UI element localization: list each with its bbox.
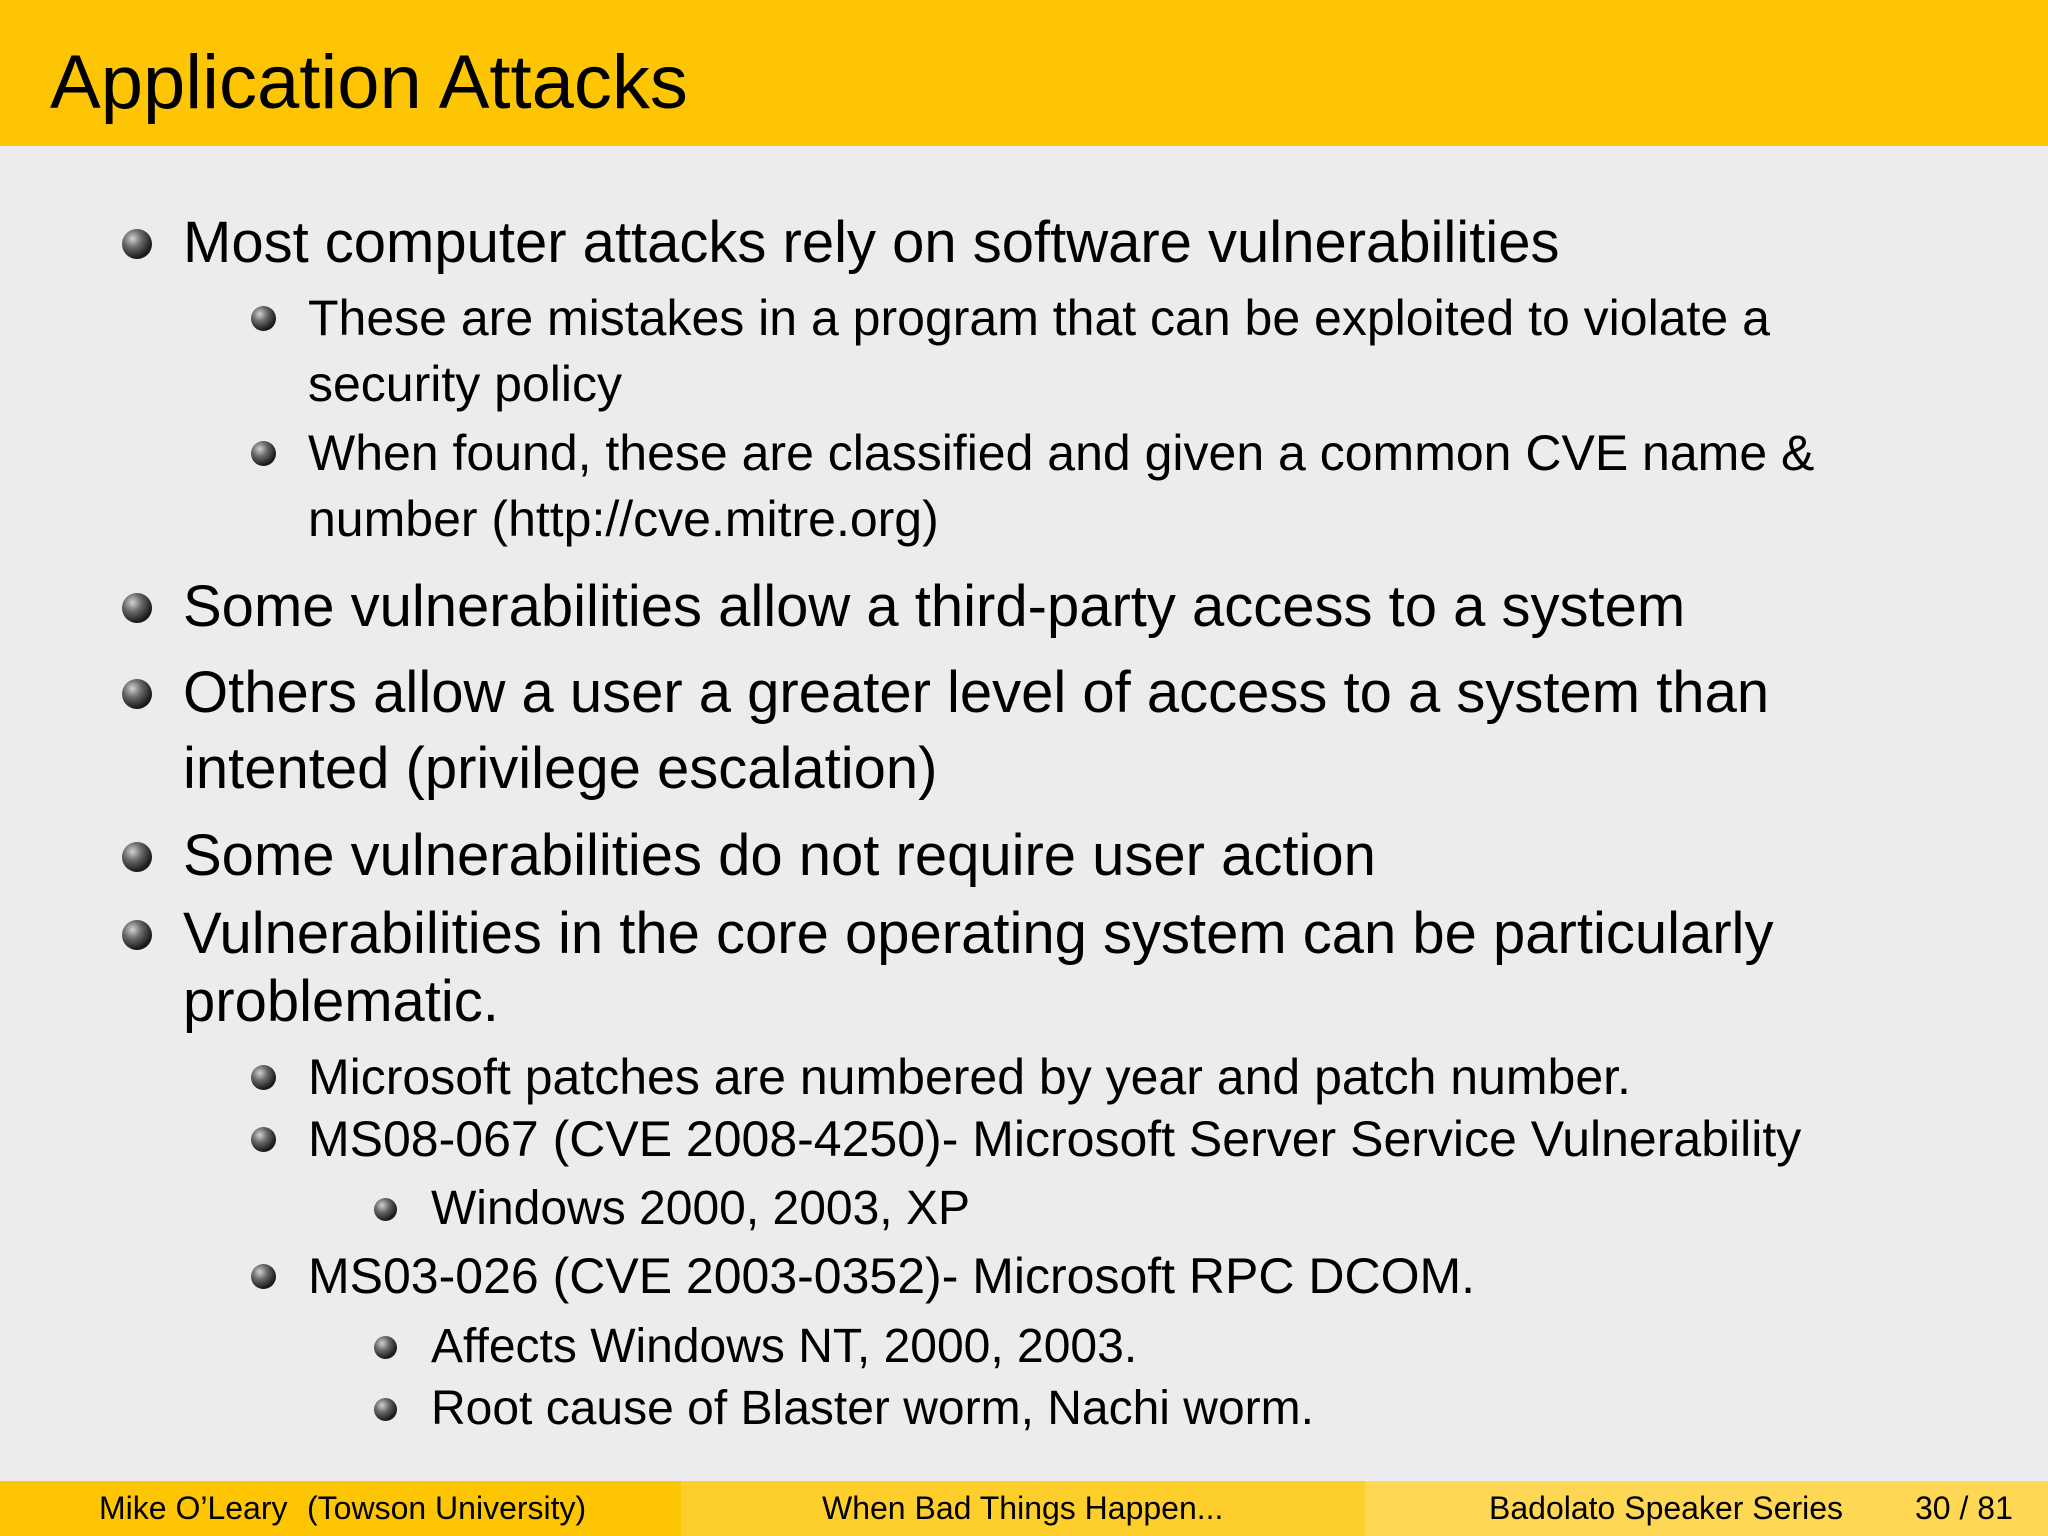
bullet-text: Microsoft patches are numbered by year and patch number. xyxy=(308,1049,1631,1105)
footer-page-number: 30 / 81 xyxy=(1915,1490,2013,1526)
footer-author-section xyxy=(0,1481,681,1536)
title-bar xyxy=(0,0,2048,146)
bullet-text: Most computer attacks rely on software vulnerabilities xyxy=(183,210,1560,275)
bullet-text: When found, these are classified and given a common CVE name & xyxy=(308,425,1815,481)
bullet-icon xyxy=(251,1065,276,1090)
bullet-text: Vulnerabilities in the core operating system can be particularly xyxy=(183,901,1774,966)
bullet-icon xyxy=(374,1198,397,1221)
footer-author: Mike O’Leary xyxy=(99,1490,288,1526)
bullet-icon xyxy=(251,1264,276,1289)
footer-bar xyxy=(0,1481,2048,1536)
bullet-icon xyxy=(122,920,152,950)
bullet-icon xyxy=(251,1127,276,1152)
bullet-icon xyxy=(374,1336,397,1359)
bullet-icon xyxy=(374,1398,397,1421)
footer-title-section xyxy=(681,1481,1365,1536)
bullet-text: security policy xyxy=(308,356,622,412)
footer-institution: (Towson University) xyxy=(307,1490,587,1526)
bullet-text: number (http://cve.mitre.org) xyxy=(308,491,939,547)
bullet-text: Windows 2000, 2003, XP xyxy=(431,1182,970,1235)
bullet-icon xyxy=(122,679,152,709)
bullet-icon xyxy=(122,593,152,623)
bullet-icon xyxy=(122,229,152,259)
bullet-text: Some vulnerabilities do not require user action xyxy=(183,823,1376,888)
bullet-text: MS03-026 (CVE 2003-0352)- Microsoft RPC DCOM. xyxy=(308,1248,1476,1304)
bullet-text: Root cause of Blaster worm, Nachi worm. xyxy=(431,1382,1314,1435)
bullet-text: problematic. xyxy=(183,969,499,1034)
bullet-text: intented (privilege escalation) xyxy=(183,736,938,801)
bullet-icon xyxy=(122,842,152,872)
footer-series: Badolato Speaker Series xyxy=(1489,1490,1843,1526)
footer-talk-title: When Bad Things Happen... xyxy=(822,1490,1224,1526)
bullet-icon xyxy=(251,306,276,331)
footer-series-section xyxy=(1365,1481,2048,1536)
bullet-text: Affects Windows NT, 2000, 2003. xyxy=(431,1320,1138,1373)
bullet-text: Some vulnerabilities allow a third-party access to a system xyxy=(183,574,1686,639)
bullet-text: These are mistakes in a program that can be exploited to violate a xyxy=(308,290,1770,346)
bullet-text: MS08-067 (CVE 2008-4250)- Microsoft Server Service Vulnerability xyxy=(308,1111,1802,1167)
slide-title: Application Attacks xyxy=(50,40,688,125)
bullet-text: Others allow a user a greater level of access to a system than xyxy=(183,660,1770,725)
bullet-icon xyxy=(251,441,276,466)
